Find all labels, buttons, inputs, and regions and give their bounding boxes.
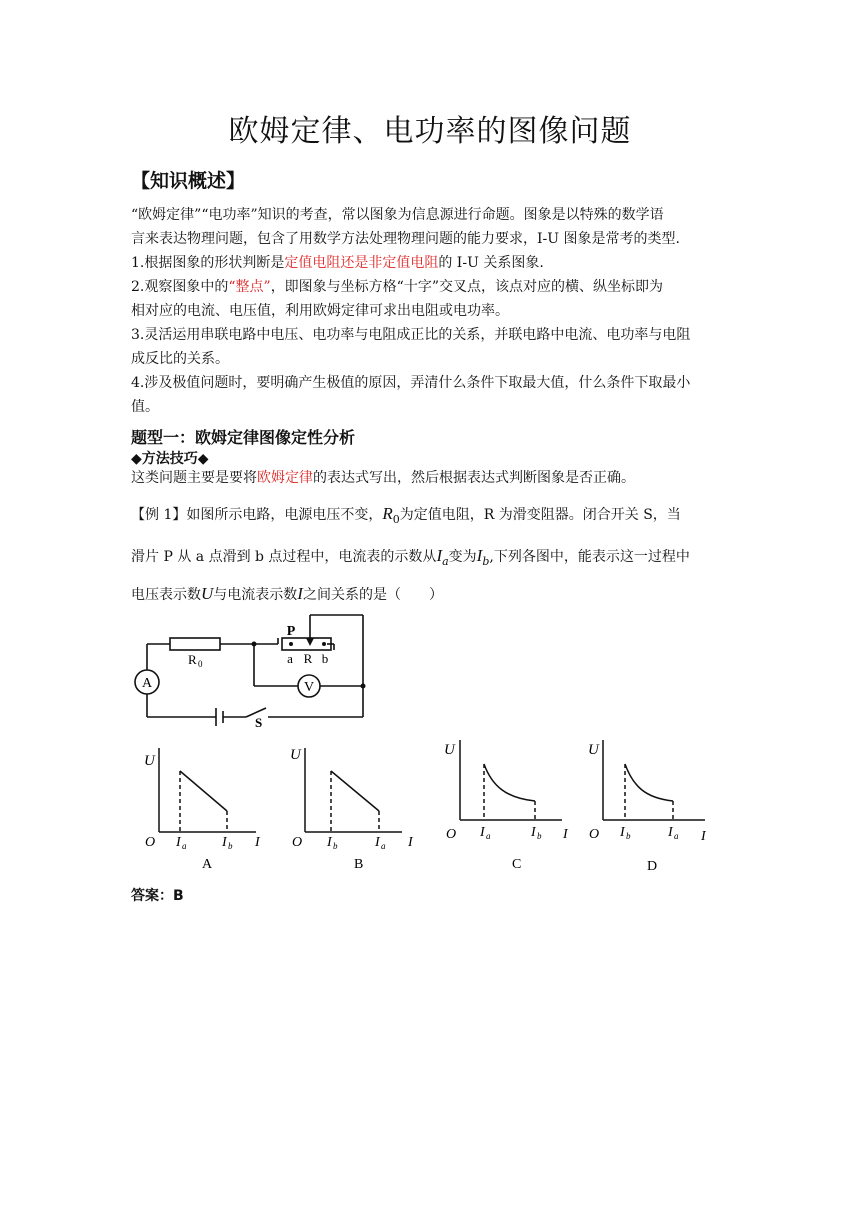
option-label: D bbox=[647, 859, 658, 874]
circuit-diagram bbox=[128, 610, 373, 730]
graph-option-d bbox=[585, 734, 725, 874]
point-1: 1.根据图象的形状判断是定值电阻还是非定值电阻的 I-U 关系图象. bbox=[131, 255, 544, 271]
origin-label: O bbox=[292, 835, 303, 850]
graph-option-a bbox=[140, 740, 280, 875]
svg-text:a: a bbox=[486, 831, 491, 841]
tick-label-1: I bbox=[176, 835, 181, 850]
point-2: 2.观察图象中的“整点”，即图象与坐标方格“十字”交叉点，该点对应的横、纵坐标即为 bbox=[131, 279, 664, 295]
voltmeter-label: V bbox=[303, 680, 315, 695]
overview-intro bbox=[131, 203, 731, 419]
tick-label-2: I bbox=[531, 825, 536, 840]
highlight-text: 定值电阻还是非定值电阻 bbox=[284, 255, 439, 271]
graph-option-c bbox=[440, 734, 580, 874]
slider-label-a: a bbox=[287, 651, 293, 666]
answer-text: 答案：B bbox=[131, 888, 184, 904]
y-axis-label: U bbox=[588, 742, 599, 758]
slider-label-r: R bbox=[303, 651, 313, 666]
x-axis-label: I bbox=[255, 835, 260, 850]
option-label: A bbox=[202, 857, 213, 872]
point-4-cont: 值。 bbox=[131, 399, 159, 415]
svg-text:b: b bbox=[333, 841, 338, 851]
y-axis-label: U bbox=[444, 742, 455, 758]
highlight-text: “整点” bbox=[228, 279, 271, 295]
tick-label-1: I bbox=[480, 825, 485, 840]
x-axis-label: I bbox=[563, 827, 568, 842]
origin-label: O bbox=[589, 827, 600, 842]
switch-label: S bbox=[255, 715, 263, 730]
example-line-1: 【例 1】如图所示电路，电源电压不变，$R_0$为定值电阻，R 为滑变阻器。闭合开关 S，当 bbox=[131, 504, 681, 526]
option-label: B bbox=[354, 857, 364, 872]
option-label: C bbox=[512, 857, 522, 872]
slider-label-b: b bbox=[321, 651, 329, 666]
page-title: 欧姆定律、电功率的图像问题 bbox=[228, 114, 632, 149]
svg-text:b: b bbox=[228, 841, 233, 851]
intro-line-2: 言来表达物理问题，包含了用数学方法处理物理问题的能力要求，I-U 图象是常考的类型. bbox=[131, 231, 680, 247]
x-axis-label: I bbox=[408, 835, 413, 850]
example-1 bbox=[131, 499, 731, 610]
graph-option-b bbox=[286, 740, 426, 875]
tick-label-2: I bbox=[375, 835, 380, 850]
svg-text:b: b bbox=[626, 831, 631, 841]
point-3-cont: 成反比的关系。 bbox=[131, 351, 229, 367]
r0-label: R bbox=[188, 652, 197, 667]
x-axis-label: I bbox=[701, 829, 706, 844]
y-axis-label: U bbox=[290, 747, 301, 763]
highlight-text: 欧姆定律 bbox=[257, 470, 313, 486]
point-2-cont: 相对应的电流、电压值，利用欧姆定律可求出电阻或电功率。 bbox=[131, 303, 509, 319]
tick-label-1: I bbox=[327, 835, 332, 850]
intro-line-1: “欧姆定律”“电功率”知识的考查，常以图象为信息源进行命题。图象是以特殊的数学语 bbox=[131, 207, 664, 223]
method-heading: ◆方法技巧◆ bbox=[131, 451, 209, 467]
slider-arrow bbox=[306, 638, 314, 646]
section-heading-overview: 【知识概述】 bbox=[131, 170, 246, 192]
point-3: 3.灵活运用串联电路中电压、电功率与电阻成正比的关系，并联电路中电流、电功率与电阻 bbox=[131, 327, 691, 343]
tick-label-1: I bbox=[620, 825, 625, 840]
svg-text:b: b bbox=[537, 831, 542, 841]
tick-label-2: I bbox=[668, 825, 673, 840]
svg-text:a: a bbox=[674, 831, 679, 841]
origin-label: O bbox=[446, 827, 457, 842]
section-heading-type1: 题型一：欧姆定律图像定性分析 bbox=[131, 428, 356, 447]
method-text: 这类问题主要是要将欧姆定律的表达式写出，然后根据表达式判断图象是否正确。 bbox=[131, 470, 635, 486]
slider-p-label: P bbox=[286, 624, 296, 639]
example-line-3: 电压表示数U与电流表示数I之间关系的是（ ） bbox=[131, 583, 443, 603]
example-line-2: 滑片 P 从 a 点滑到 b 点过程中，电流表的示数从$I_a$变为$I_b$,下列各图中，能表示这一过程中 bbox=[131, 545, 690, 568]
svg-text:a: a bbox=[381, 841, 386, 851]
origin-label: O bbox=[145, 835, 156, 850]
tick-label-2: I bbox=[222, 835, 227, 850]
y-axis-label: U bbox=[144, 753, 155, 769]
point-4: 4.涉及极值问题时，要明确产生极值的原因，弄清什么条件下取最大值，什么条件下取最小 bbox=[131, 375, 691, 391]
ammeter-label: A bbox=[141, 676, 153, 691]
svg-text:a: a bbox=[182, 841, 187, 851]
r0-sub: 0 bbox=[198, 659, 203, 669]
